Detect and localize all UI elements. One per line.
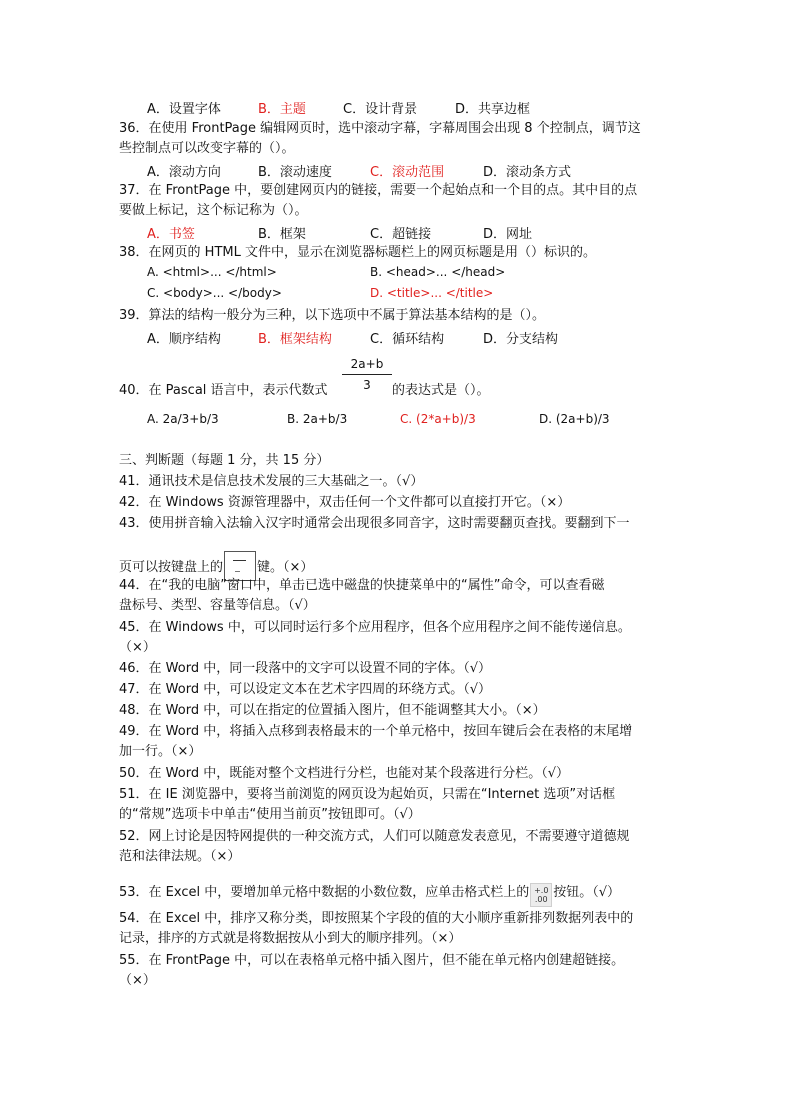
q53-text-post: 按钮。（√）: [553, 885, 621, 900]
q49-text-1: 49．在 Word 中，将插入点移到表格最末的一个单元格中，按回车键后会在表格的末尾增: [119, 724, 633, 739]
q41-text: 41．通讯技术是信息技术发展的三大基础之一。（√）: [119, 474, 424, 489]
q40-option-b: B. 2a+b/3: [287, 412, 348, 426]
q52-text-1: 52．网上讨论是因特网提供的一种交流方式，人们可以随意发表意见，不需要遵守道德规: [119, 829, 630, 844]
q35-option-d: D．共享边框: [455, 102, 531, 117]
q36-option-a: A．滚动方向: [147, 165, 221, 180]
q36-option-c: C．滚动范围: [370, 165, 445, 180]
q37-text-2: 要做上标记，这个标记称为（）。: [119, 203, 308, 218]
q44-text-1: 44．在“我的电脑”窗口中，单击已选中磁盘的快捷菜单中的“属性”命令，可以查看磁: [119, 578, 605, 593]
q42-text: 42．在 Windows 资源管理器中，双击任何一个文件都可以直接打开它。（×）: [119, 495, 571, 510]
q43-text-pre: 页可以按键盘上的: [119, 560, 224, 575]
q35-option-a: A．设置字体: [147, 102, 221, 117]
q39-option-b: B．框架结构: [258, 332, 332, 347]
q48-text: 48．在 Word 中，可以在指定的位置插入图片，但不能调整其大小。（×）: [119, 703, 546, 718]
q54-text-1: 54．在 Excel 中，排序又称分类，即按照某个字段的值的大小顺序重新排列数据列表中的: [119, 911, 634, 926]
q36-text-1: 36．在使用 FrontPage 编辑网页时，选中滚动字幕，字幕周围会出现 8 个控制点，调节这: [119, 121, 641, 136]
section-3-heading: 三、判断题（每题 1 分，共 15 分）: [119, 453, 330, 468]
q37-text-1: 37．在 FrontPage 中，要创建网页内的链接，需要一个起始点和一个目的点。其中目的点: [119, 183, 638, 198]
q50-text: 50．在 Word 中，既能对整个文档进行分栏，也能对某个段落进行分栏。（√）: [119, 766, 570, 781]
increase-decimal-icon: +.0 .00: [530, 883, 552, 907]
q55-text-2: （×）: [119, 973, 156, 988]
q38-option-a: A. <html>... </html>: [147, 265, 277, 279]
q40-text-post: 的表达式是（）。: [392, 383, 490, 398]
q37-option-c: C．超链接: [370, 227, 432, 242]
q43-text-post: 键。（×）: [257, 560, 314, 575]
q47-text: 47．在 Word 中，可以设定文本在艺术字四周的环绕方式。（√）: [119, 682, 492, 697]
q54-text-2: 记录，排序的方式就是将数据按从小到大的顺序排列。（×）: [119, 931, 462, 946]
fraction-numerator: 2a+b: [350, 357, 384, 371]
q37-option-a: A．书签: [147, 227, 195, 242]
q36-text-2: 些控制点可以改变字幕的（）。: [119, 141, 295, 156]
q40-option-a: A. 2a/3+b/3: [147, 412, 219, 426]
q53-text: [119, 883, 620, 907]
fraction-denominator: 3: [363, 378, 371, 392]
q39-option-d: D．分支结构: [483, 332, 559, 347]
q49-text-2: 加一行。（×）: [119, 744, 202, 759]
q40-option-d: D. (2a+b)/3: [539, 412, 610, 426]
q38-option-d: D. <title>... </title>: [370, 286, 494, 300]
fraction-expression: [342, 356, 392, 393]
q37-option-d: D．网址: [483, 227, 533, 242]
q53-text-pre: 53．在 Excel 中，要增加单元格中数据的小数位数，应单击格式栏上的: [119, 885, 530, 900]
q55-text-1: 55．在 FrontPage 中，可以在表格单元格中插入图片，但不能在单元格内创建超链接。: [119, 953, 625, 968]
q45-text-1: 45．在 Windows 中，可以同时运行多个应用程序，但各个应用程序之间不能传递信息。: [119, 620, 631, 635]
q51-text-1: 51．在 IE 浏览器中，要将当前浏览的网页设为起始页，只需在“Internet 选项”对话框: [119, 787, 616, 802]
q35-option-c: C．设计背景: [343, 102, 418, 117]
q39-text-1: 39．算法的结构一般分为三种，以下选项中不属于算法基本结构的是（）。: [119, 308, 546, 323]
q36-option-b: B．滚动速度: [258, 165, 332, 180]
q51-text-2: 的“常规”选项卡中单击“使用当前页”按钮即可。（√）: [119, 807, 421, 822]
q44-text-2: 盘标号、类型、容量等信息。（√）: [119, 598, 316, 613]
q38-text-1: 38．在网页的 HTML 文件中，显示在浏览器标题栏上的网页标题是用（）标识的。: [119, 245, 596, 260]
q40-text-pre: 40．在 Pascal 语言中，表示代数式: [119, 383, 328, 398]
q40-option-c: C. (2*a+b)/3: [400, 412, 476, 426]
q43-text-1: 43．使用拼音输入法输入汉字时通常会出现很多同音字，这时需要翻页查找。要翻到下一: [119, 516, 630, 531]
q39-option-a: A．顺序结构: [147, 332, 221, 347]
q38-option-b: B. <head>... </head>: [370, 265, 506, 279]
q52-text-2: 范和法律法规。（×）: [119, 849, 241, 864]
q36-option-d: D．滚动条方式: [483, 165, 572, 180]
q35-option-b: B．主题: [258, 102, 306, 117]
q46-text: 46．在 Word 中，同一段落中的文字可以设置不同的字体。（√）: [119, 661, 492, 676]
q45-text-2: （×）: [119, 640, 156, 655]
fraction-bar: [342, 374, 392, 375]
q37-option-b: B．框架: [258, 227, 306, 242]
q38-option-c: C. <body>... </body>: [147, 286, 282, 300]
q39-option-c: C．循环结构: [370, 332, 445, 347]
